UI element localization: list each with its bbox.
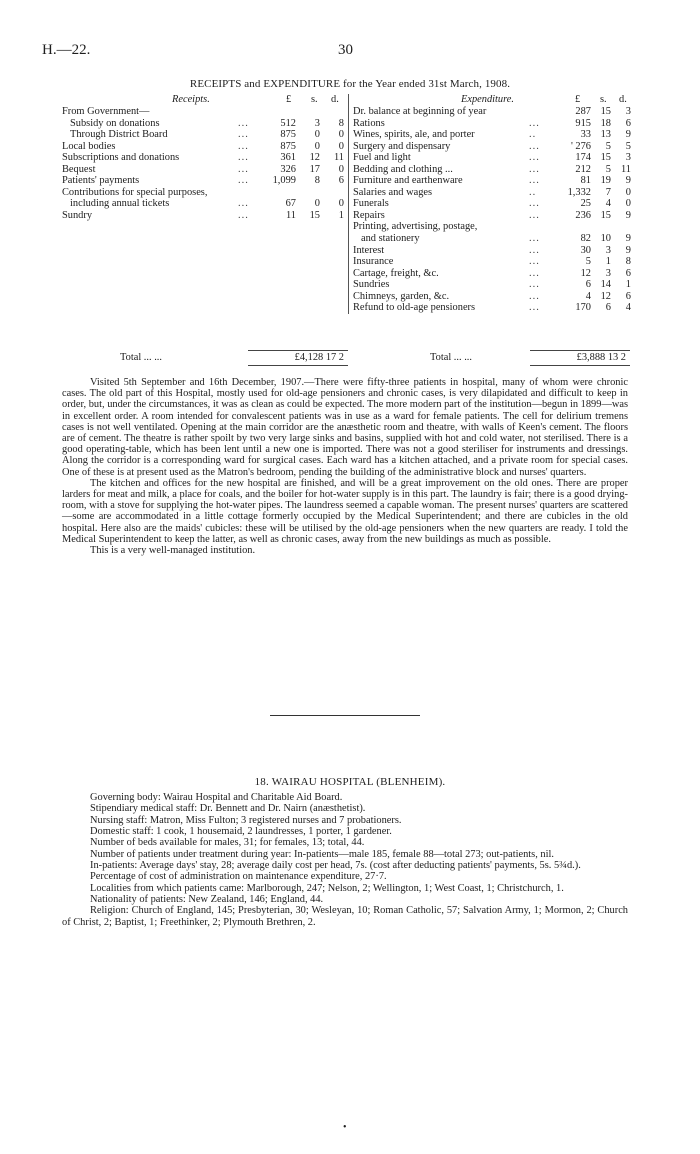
- receipts-label: Local bodies: [62, 140, 116, 152]
- shillings-heading: s.: [311, 94, 318, 105]
- expenditure-label: Bedding and clothing ...: [353, 163, 453, 175]
- leader-dots: ...: [529, 267, 540, 279]
- receipts-total-value: £4,128 17 2: [294, 352, 344, 363]
- pence-value: 3: [625, 152, 631, 164]
- expenditure-row: [353, 233, 635, 245]
- pence-value: 0: [338, 198, 344, 210]
- receipts-row: [62, 187, 348, 199]
- pounds-value: 6: [585, 279, 591, 291]
- leader-dots: ...: [529, 175, 540, 187]
- leader-dots: ...: [238, 140, 249, 152]
- expenditure-row: [353, 302, 635, 314]
- pounds-value: 875: [280, 140, 296, 152]
- receipts-label: Patients' payments: [62, 175, 140, 187]
- expenditure-row: [353, 106, 635, 118]
- shillings-value: 18: [600, 117, 611, 129]
- total-rule: [530, 350, 630, 351]
- leader-dots: ...: [529, 152, 540, 164]
- receipts-row: [62, 118, 348, 130]
- pounds-value: 875: [280, 129, 296, 141]
- receipts-label: Sundry: [62, 209, 93, 221]
- leader-dots: ...: [529, 163, 540, 175]
- pence-heading: d.: [331, 94, 339, 105]
- pence-value: 9: [625, 209, 631, 221]
- leader-dots: ...: [529, 290, 540, 302]
- receipts-label: From Government—: [62, 106, 150, 117]
- shillings-value: 5: [605, 140, 611, 152]
- shillings-value: 4: [605, 198, 611, 210]
- expenditure-column: [348, 94, 635, 314]
- pence-value: 11: [620, 163, 631, 175]
- expenditure-row: [353, 175, 635, 187]
- leader-dots: ..: [529, 129, 537, 141]
- expenditure-total-value: £3,888 13 2: [576, 352, 626, 363]
- pence-value: 9: [625, 244, 631, 256]
- shillings-value: 12: [600, 290, 611, 302]
- receipts-label: Subsidy on donations: [70, 117, 160, 129]
- pounds-value: ' 276: [570, 140, 591, 152]
- pence-value: 1: [625, 279, 631, 291]
- pence-value: 6: [625, 290, 631, 302]
- receipts-row: [62, 141, 348, 153]
- expenditure-label: Refund to old-age pensioners: [353, 302, 476, 314]
- receipts-total-row: [62, 350, 348, 364]
- detail-line: Nationality of patients: New Zealand, 146; England, 44.: [90, 894, 324, 906]
- shillings-value: 3: [605, 244, 611, 256]
- shillings-value: 14: [600, 279, 611, 291]
- receipts-row: [62, 152, 348, 164]
- expenditure-row: [353, 279, 635, 291]
- shillings-value: 7: [605, 186, 611, 198]
- receipts-row: [62, 164, 348, 176]
- expenditure-row: [353, 198, 635, 210]
- pence-value: 0: [338, 140, 344, 152]
- leader-dots: ...: [529, 256, 540, 268]
- pence-value: 6: [625, 267, 631, 279]
- pounds-value: 67: [285, 198, 296, 210]
- pounds-value: 287: [575, 106, 591, 117]
- shillings-value: 15: [600, 209, 611, 221]
- expenditure-label: Printing, advertising, postage,: [353, 221, 478, 233]
- receipts-label: Contributions for special purposes,: [62, 186, 208, 198]
- leader-dots: ...: [529, 209, 540, 221]
- shillings-value: 10: [600, 233, 611, 245]
- expenditure-label: Surgery and dispensary: [353, 140, 451, 152]
- expenditure-row: [353, 152, 635, 164]
- pounds-value: 5: [585, 256, 591, 268]
- hospital-details: [62, 792, 628, 928]
- report-paragraph: The kitchen and offices for the new hospital are finished, and will be a great improvement on the old ones. There are proper larders for meat and milk, a place for coals, and the boiler for hot-water supply is in this part. The laundry is fair; there is a good drying-room, with a stove for supplying the hot-water pipes. The laundress seemed a capable woman. The present nurses' quarters are scattered—some are accommodated in a little cottage formerly occupied by the Medical Superintendent; and there are cubicles in the old hospital. Here also are the maids' cubicles: these will be utilised by the old-age pensioners when the new quarters are ready. I told the Medical Superintendent to keep the latter, as well as chronic cases, away from the new buildings as much as possible.: [62, 477, 628, 545]
- total-rule: [248, 365, 348, 366]
- receipts-rows: [62, 106, 348, 221]
- detail-line: In-patients: Average days' stay, 28; average daily cost per head, 7s. (cost after deducting patients' payments, 5s. 5¾d.).: [90, 860, 581, 872]
- pence-value: 3: [625, 106, 631, 117]
- receipts-row: [62, 198, 348, 210]
- shillings-value: 19: [600, 175, 611, 187]
- expenditure-label: Funerals: [353, 198, 389, 210]
- receipts-total-label: Total ... ...: [120, 352, 162, 363]
- expenditure-row: [353, 256, 635, 268]
- shillings-value: 12: [309, 152, 320, 164]
- expenditure-row: [353, 118, 635, 130]
- receipts-label: including annual tickets: [70, 198, 170, 210]
- expenditure-row: [353, 141, 635, 153]
- pounds-value: 236: [575, 209, 591, 221]
- expenditure-label: Repairs: [353, 209, 385, 221]
- pounds-heading: £: [286, 94, 292, 105]
- receipts-header: [62, 94, 348, 106]
- detail-line: Number of patients under treatment during year: In-patients—male 185, female 88—total 273; out-patients, nil.: [90, 848, 554, 860]
- leader-dots: ..: [529, 186, 537, 198]
- pounds-value: 212: [575, 163, 591, 175]
- leader-dots: ...: [238, 129, 249, 141]
- pence-value: 9: [625, 175, 631, 187]
- pounds-heading: £: [575, 94, 581, 105]
- expenditure-row: [353, 187, 635, 199]
- receipts-label: Bequest: [62, 163, 96, 175]
- expenditure-label: Chimneys, garden, &c.: [353, 290, 450, 302]
- total-rule: [248, 350, 348, 351]
- expenditure-row: [353, 268, 635, 280]
- pounds-value: 174: [575, 152, 591, 164]
- pounds-value: 512: [280, 117, 296, 129]
- expenditure-label: Cartage, freight, &c.: [353, 267, 439, 279]
- pence-value: 6: [625, 117, 631, 129]
- detail-line: Religion: Church of England, 145; Presbyterian, 30; Wesleyan, 10; Roman Catholic, 57; Salvation Army, 1; Mormon, 2; Church of Christ, 2; Baptist, 1; Freethinker, 2; Plymouth Brethren, 2.: [62, 905, 628, 928]
- leader-dots: ...: [529, 233, 540, 245]
- shillings-value: 3: [605, 267, 611, 279]
- pounds-value: 1,332: [567, 186, 591, 198]
- shillings-value: 15: [309, 209, 320, 221]
- leader-dots: ...: [529, 140, 540, 152]
- expenditure-label: Insurance: [353, 256, 394, 268]
- pence-heading: d.: [619, 94, 627, 105]
- pounds-value: 170: [575, 302, 591, 314]
- shillings-value: 15: [600, 106, 611, 117]
- leader-dots: ...: [529, 244, 540, 256]
- shillings-value: 6: [605, 302, 611, 314]
- pounds-value: 12: [580, 267, 591, 279]
- pence-value: 8: [625, 256, 631, 268]
- report-paragraph: Visited 5th September and 16th December, 1907.—There were fifty-three patients in hospital, many of whom were chronic cases. The old part of this Hospital, mostly used for old-age pensioners and chronic cases, is very dilapidated and difficult to keep in order, but, under the circumstances, it was as clean as could be expected. The more modern part of the institution—begun in 1899—was in excellent order. A room intended for convalescent patients was in use as a ward for female patients. The cell for delirium tremens cases is not well ventilated. Opening at the main corridor are the anæsthetic room and theatre, with walls of Keen's cement. The floors are of cement. The theatre is rather spoilt by two very large sinks and basins, supplied with hot and cold water, not sterilised. There is a good operating-table, which has been lent until a new one is imported. There was not a good steriliser for instruments and dressings. Along the corridor is a corresponding ward for surgical cases. Each ward has a kitchen attached, and a private room for special cases. One of these is at present used as the Matron's bedroom, pending the building of the administrative block and nurses' quarters.: [62, 377, 628, 478]
- expenditure-total-row: [348, 350, 630, 364]
- shillings-value: 17: [309, 163, 320, 175]
- detail-line: Number of beds available for males, 31; for females, 13; total, 44.: [90, 837, 365, 849]
- expenditure-header: [353, 94, 635, 106]
- shillings-value: 0: [314, 140, 320, 152]
- pence-value: 5: [625, 140, 631, 152]
- shillings-value: 1: [605, 256, 611, 268]
- leader-dots: ...: [238, 209, 249, 221]
- expenditure-row: [353, 291, 635, 303]
- shillings-value: 8: [314, 175, 320, 187]
- expenditure-total-label: Total ... ...: [430, 352, 472, 363]
- parliamentary-paper-ref: H.—22.: [42, 42, 91, 58]
- pounds-value: 326: [280, 163, 296, 175]
- leader-dots: ...: [529, 198, 540, 210]
- detail-line: Stipendiary medical staff: Dr. Bennett and Dr. Nairn (anæsthetist).: [90, 803, 366, 815]
- receipts-row: [62, 175, 348, 187]
- pounds-value: 915: [575, 117, 591, 129]
- pence-value: 0: [625, 186, 631, 198]
- shillings-value: 0: [314, 198, 320, 210]
- expenditure-label: Interest: [353, 244, 385, 256]
- leader-dots: ...: [529, 302, 540, 314]
- receipts-row: [62, 210, 348, 222]
- section-title: 18. WAIRAU HOSPITAL (BLENHEIM).: [254, 776, 446, 788]
- receipts-heading: Receipts.: [172, 94, 210, 105]
- receipts-row: [62, 129, 348, 141]
- shillings-value: 15: [600, 152, 611, 164]
- pence-value: 0: [338, 129, 344, 141]
- expenditure-label: Furniture and earthenware: [353, 175, 463, 187]
- pence-value: 0: [338, 163, 344, 175]
- pence-value: 11: [333, 152, 344, 164]
- leader-dots: ...: [238, 198, 249, 210]
- shillings-value: 0: [314, 129, 320, 141]
- leader-dots: ...: [238, 152, 249, 164]
- footer-mark: •: [343, 1122, 347, 1133]
- pounds-value: 30: [580, 244, 591, 256]
- pounds-value: 82: [580, 233, 591, 245]
- expenditure-label: Salaries and wages: [353, 186, 433, 198]
- expenditure-rows: [353, 106, 635, 314]
- shillings-heading: s.: [600, 94, 607, 105]
- pounds-value: 33: [580, 129, 591, 141]
- page-number: 30: [338, 42, 353, 58]
- receipts-label: Through District Board: [70, 129, 168, 141]
- detail-line: Governing body: Wairau Hospital and Charitable Aid Board.: [90, 792, 343, 803]
- pence-value: 4: [625, 302, 631, 314]
- expenditure-label: Dr. balance at beginning of year: [353, 106, 487, 117]
- accounts-title: RECEIPTS and EXPENDITURE for the Year ended 31st March, 1908.: [189, 78, 511, 90]
- expenditure-row: [353, 129, 635, 141]
- pence-value: 1: [338, 209, 344, 221]
- pence-value: 8: [338, 117, 344, 129]
- shillings-value: 13: [600, 129, 611, 141]
- leader-dots: ...: [238, 175, 249, 187]
- pence-value: 9: [625, 233, 631, 245]
- detail-line: Localities from which patients came: Marlborough, 247; Nelson, 2; Wellington, 1; West Coast, 1; Christchurch, 1.: [90, 882, 564, 894]
- receipts-row: [62, 106, 348, 118]
- detail-line: Nursing staff: Matron, Miss Fulton; 3 registered nurses and 7 probationers.: [90, 814, 402, 826]
- report-paragraph: This is a very well-managed institution.: [90, 545, 256, 557]
- expenditure-row: [353, 210, 635, 222]
- expenditure-label: Fuel and light: [353, 152, 411, 164]
- shillings-value: 5: [605, 163, 611, 175]
- expenditure-label: Wines, spirits, ale, and porter: [353, 129, 475, 141]
- leader-dots: ...: [238, 163, 249, 175]
- pounds-value: 361: [280, 152, 296, 164]
- inspection-report: [62, 377, 628, 556]
- expenditure-row: [353, 221, 635, 233]
- leader-dots: ...: [529, 117, 540, 129]
- expenditure-label: Rations: [353, 117, 385, 129]
- leader-dots: ...: [529, 279, 540, 291]
- expenditure-row: [353, 245, 635, 257]
- expenditure-heading: Expenditure.: [461, 94, 514, 105]
- pounds-value: 81: [580, 175, 591, 187]
- pounds-value: 1,099: [272, 175, 296, 187]
- detail-line: Domestic staff: 1 cook, 1 housemaid, 2 laundresses, 1 porter, 1 gardener.: [90, 826, 392, 838]
- expenditure-label: and stationery: [361, 233, 420, 245]
- pence-value: 9: [625, 129, 631, 141]
- section-divider: [270, 715, 420, 716]
- expenditure-row: [353, 164, 635, 176]
- pence-value: 0: [625, 198, 631, 210]
- expenditure-label: Sundries: [353, 279, 390, 291]
- pounds-value: 4: [585, 290, 591, 302]
- pounds-value: 11: [285, 209, 296, 221]
- receipts-column: [62, 94, 348, 221]
- pence-value: 6: [338, 175, 344, 187]
- detail-line: Percentage of cost of administration on maintenance expenditure, 27·7.: [90, 871, 387, 883]
- shillings-value: 3: [314, 117, 320, 129]
- receipts-label: Subscriptions and donations: [62, 152, 180, 164]
- total-rule: [530, 365, 630, 366]
- leader-dots: ...: [238, 117, 249, 129]
- pounds-value: 25: [580, 198, 591, 210]
